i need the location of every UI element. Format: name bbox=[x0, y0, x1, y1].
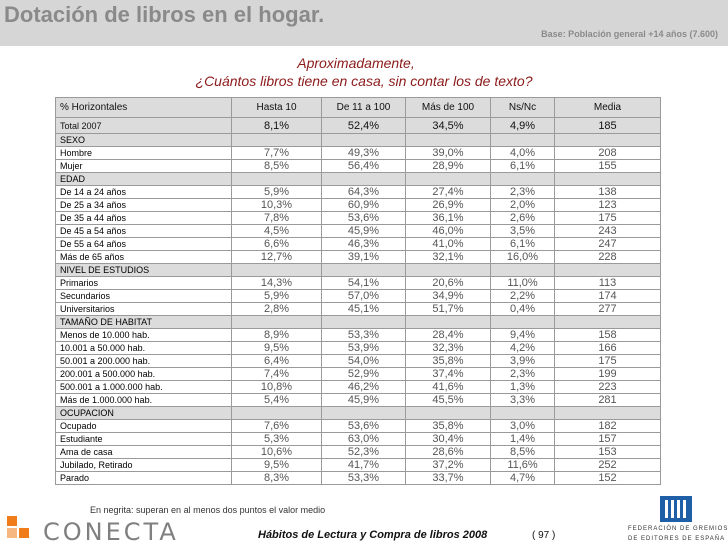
cell-value: 49,3% bbox=[322, 147, 406, 160]
cell-value: 252 bbox=[555, 459, 661, 472]
cell-value: 199 bbox=[555, 368, 661, 381]
table-row bbox=[56, 472, 661, 485]
row-label: Estudiante bbox=[56, 433, 232, 446]
page-title: Dotación de libros en el hogar. bbox=[4, 2, 325, 27]
cell-value: 46,3% bbox=[322, 238, 406, 251]
cell-value: 4,5% bbox=[232, 225, 322, 238]
section-row bbox=[56, 407, 661, 420]
cell-value: 14,3% bbox=[232, 277, 322, 290]
fge-line-1: FEDERACIÓN DE GREMIOS bbox=[628, 526, 728, 532]
cell-value: 1,3% bbox=[491, 381, 555, 394]
empty-cell bbox=[322, 316, 406, 329]
cell-value: 53,9% bbox=[322, 342, 406, 355]
table-row bbox=[56, 355, 661, 368]
cell-value: 28,6% bbox=[406, 446, 491, 459]
empty-cell bbox=[232, 134, 322, 147]
cell-value: 12,7% bbox=[232, 251, 322, 264]
results-table bbox=[55, 97, 661, 485]
cell-value: 52,3% bbox=[322, 446, 406, 459]
cell-value: 8,5% bbox=[232, 160, 322, 173]
cell-value: 45,5% bbox=[406, 394, 491, 407]
table-row bbox=[56, 446, 661, 459]
cell-value: 123 bbox=[555, 199, 661, 212]
empty-cell bbox=[406, 173, 491, 186]
empty-cell bbox=[232, 173, 322, 186]
cell-value: 10,3% bbox=[232, 199, 322, 212]
fge-logo bbox=[628, 496, 728, 546]
cell-value: 2,8% bbox=[232, 303, 322, 316]
empty-cell bbox=[406, 264, 491, 277]
table-row bbox=[56, 160, 661, 173]
cell-value: 175 bbox=[555, 355, 661, 368]
cell-value: 223 bbox=[555, 381, 661, 394]
table-row bbox=[56, 303, 661, 316]
table-row bbox=[56, 147, 661, 160]
cell-value: 0,4% bbox=[491, 303, 555, 316]
question-line-1: Aproximadamente, bbox=[297, 55, 415, 71]
table-row bbox=[56, 225, 661, 238]
row-label: Universitarios bbox=[56, 303, 232, 316]
row-label: 10.001 a 50.000 hab. bbox=[56, 342, 232, 355]
row-label: Menos de 10.000 hab. bbox=[56, 329, 232, 342]
cell-value: 3,5% bbox=[491, 225, 555, 238]
cell-value: 64,3% bbox=[322, 186, 406, 199]
cell-value: 7,4% bbox=[232, 368, 322, 381]
publication-title: Hábitos de Lectura y Compra de libros 2008 bbox=[258, 529, 488, 541]
question-line-2: ¿Cuántos libros tiene en casa, sin contar los de texto? bbox=[195, 73, 533, 89]
cell-value: 45,1% bbox=[322, 303, 406, 316]
row-label: Total 2007 bbox=[56, 118, 232, 134]
row-label: Jubilado, Retirado bbox=[56, 459, 232, 472]
table-row bbox=[56, 420, 661, 433]
cell-value: 155 bbox=[555, 160, 661, 173]
cell-value: 158 bbox=[555, 329, 661, 342]
table-row bbox=[56, 199, 661, 212]
cell-value: 45,9% bbox=[322, 225, 406, 238]
table-row bbox=[56, 186, 661, 199]
cell-value: 5,9% bbox=[232, 186, 322, 199]
cell-value: 11,6% bbox=[491, 459, 555, 472]
cell-value: 53,3% bbox=[322, 329, 406, 342]
cell-value: 34,5% bbox=[406, 118, 491, 134]
cell-value: 20,6% bbox=[406, 277, 491, 290]
cell-value: 27,4% bbox=[406, 186, 491, 199]
row-label: Mujer bbox=[56, 160, 232, 173]
conecta-logo bbox=[5, 512, 195, 546]
cell-value: 10,6% bbox=[232, 446, 322, 459]
row-label: Parado bbox=[56, 472, 232, 485]
table-header-row bbox=[56, 98, 661, 118]
cell-value: 182 bbox=[555, 420, 661, 433]
empty-cell bbox=[491, 407, 555, 420]
empty-cell bbox=[491, 316, 555, 329]
column-header: De 11 a 100 bbox=[322, 98, 406, 118]
cell-value: 52,4% bbox=[322, 118, 406, 134]
table-row bbox=[56, 329, 661, 342]
cell-value: 153 bbox=[555, 446, 661, 459]
cell-value: 1,4% bbox=[491, 433, 555, 446]
table-row bbox=[56, 459, 661, 472]
section-row bbox=[56, 316, 661, 329]
cell-value: 138 bbox=[555, 186, 661, 199]
table-row bbox=[56, 342, 661, 355]
empty-cell bbox=[406, 316, 491, 329]
row-label: Más de 65 años bbox=[56, 251, 232, 264]
table-row bbox=[56, 433, 661, 446]
cell-value: 8,5% bbox=[491, 446, 555, 459]
cell-value: 8,1% bbox=[232, 118, 322, 134]
cell-value: 2,3% bbox=[491, 368, 555, 381]
cell-value: 16,0% bbox=[491, 251, 555, 264]
cell-value: 4,7% bbox=[491, 472, 555, 485]
column-header: Media bbox=[555, 98, 661, 118]
empty-cell bbox=[232, 316, 322, 329]
table-row bbox=[56, 394, 661, 407]
section-title: EDAD bbox=[56, 173, 232, 186]
conecta-logo-text: CONECTA bbox=[43, 518, 179, 546]
cell-value: 60,9% bbox=[322, 199, 406, 212]
cell-value: 3,3% bbox=[491, 394, 555, 407]
cell-value: 277 bbox=[555, 303, 661, 316]
cell-value: 57,0% bbox=[322, 290, 406, 303]
cell-value: 4,9% bbox=[491, 118, 555, 134]
cell-value: 32,3% bbox=[406, 342, 491, 355]
cell-value: 166 bbox=[555, 342, 661, 355]
column-header: Hasta 10 bbox=[232, 98, 322, 118]
row-label: 50.001 a 200.000 hab. bbox=[56, 355, 232, 368]
section-row bbox=[56, 264, 661, 277]
empty-cell bbox=[555, 134, 661, 147]
cell-value: 10,8% bbox=[232, 381, 322, 394]
total-row bbox=[56, 118, 661, 134]
fge-logo-icon bbox=[660, 496, 692, 522]
cell-value: 35,8% bbox=[406, 355, 491, 368]
table-row bbox=[56, 381, 661, 394]
empty-cell bbox=[555, 316, 661, 329]
cell-value: 39,0% bbox=[406, 147, 491, 160]
empty-cell bbox=[406, 134, 491, 147]
cell-value: 33,7% bbox=[406, 472, 491, 485]
cell-value: 63,0% bbox=[322, 433, 406, 446]
cell-value: 56,4% bbox=[322, 160, 406, 173]
row-label: De 55 a 64 años bbox=[56, 238, 232, 251]
column-header: Ns/Nc bbox=[491, 98, 555, 118]
cell-value: 6,1% bbox=[491, 160, 555, 173]
row-label: De 35 a 44 años bbox=[56, 212, 232, 225]
table-row bbox=[56, 238, 661, 251]
cell-value: 35,8% bbox=[406, 420, 491, 433]
empty-cell bbox=[232, 407, 322, 420]
cell-value: 39,1% bbox=[322, 251, 406, 264]
empty-cell bbox=[491, 173, 555, 186]
cell-value: 152 bbox=[555, 472, 661, 485]
cell-value: 46,2% bbox=[322, 381, 406, 394]
cell-value: 53,6% bbox=[322, 420, 406, 433]
cell-value: 175 bbox=[555, 212, 661, 225]
fge-line-2: DE EDITORES DE ESPAÑA bbox=[628, 536, 726, 542]
empty-cell bbox=[322, 173, 406, 186]
cell-value: 54,0% bbox=[322, 355, 406, 368]
section-title: TAMAÑO DE HABITAT bbox=[56, 316, 232, 329]
cell-value: 26,9% bbox=[406, 199, 491, 212]
row-label: De 45 a 54 años bbox=[56, 225, 232, 238]
section-row bbox=[56, 173, 661, 186]
cell-value: 30,4% bbox=[406, 433, 491, 446]
cell-value: 6,6% bbox=[232, 238, 322, 251]
cell-value: 2,0% bbox=[491, 199, 555, 212]
cell-value: 51,7% bbox=[406, 303, 491, 316]
cell-value: 53,3% bbox=[322, 472, 406, 485]
cell-value: 3,9% bbox=[491, 355, 555, 368]
column-header: Más de 100 bbox=[406, 98, 491, 118]
cell-value: 28,9% bbox=[406, 160, 491, 173]
empty-cell bbox=[406, 407, 491, 420]
table-row bbox=[56, 212, 661, 225]
cell-value: 41,7% bbox=[322, 459, 406, 472]
row-label: Ama de casa bbox=[56, 446, 232, 459]
page-number: ( 97 ) bbox=[532, 530, 556, 541]
conecta-logo-icon bbox=[5, 512, 33, 540]
cell-value: 6,4% bbox=[232, 355, 322, 368]
table-row bbox=[56, 290, 661, 303]
cell-value: 54,1% bbox=[322, 277, 406, 290]
cell-value: 11,0% bbox=[491, 277, 555, 290]
cell-value: 5,9% bbox=[232, 290, 322, 303]
base-note: Base: Población general +14 años (7.600) bbox=[541, 29, 718, 39]
cell-value: 9,4% bbox=[491, 329, 555, 342]
results-table-body bbox=[56, 98, 661, 485]
cell-value: 45,9% bbox=[322, 394, 406, 407]
footnote: En negrita: superan en al menos dos puntos el valor medio bbox=[90, 505, 326, 515]
cell-value: 281 bbox=[555, 394, 661, 407]
cell-value: 37,4% bbox=[406, 368, 491, 381]
cell-value: 2,2% bbox=[491, 290, 555, 303]
cell-value: 7,6% bbox=[232, 420, 322, 433]
cell-value: 4,0% bbox=[491, 147, 555, 160]
table-row bbox=[56, 277, 661, 290]
row-label: Secundarios bbox=[56, 290, 232, 303]
title-bar bbox=[0, 0, 728, 46]
cell-value: 36,1% bbox=[406, 212, 491, 225]
cell-value: 34,9% bbox=[406, 290, 491, 303]
cell-value: 46,0% bbox=[406, 225, 491, 238]
cell-value: 52,9% bbox=[322, 368, 406, 381]
cell-value: 2,3% bbox=[491, 186, 555, 199]
empty-cell bbox=[555, 264, 661, 277]
section-title: NIVEL DE ESTUDIOS bbox=[56, 264, 232, 277]
cell-value: 7,7% bbox=[232, 147, 322, 160]
cell-value: 228 bbox=[555, 251, 661, 264]
cell-value: 243 bbox=[555, 225, 661, 238]
cell-value: 3,0% bbox=[491, 420, 555, 433]
cell-value: 8,3% bbox=[232, 472, 322, 485]
cell-value: 5,4% bbox=[232, 394, 322, 407]
row-label: Ocupado bbox=[56, 420, 232, 433]
section-title: SEXO bbox=[56, 134, 232, 147]
cell-value: 6,1% bbox=[491, 238, 555, 251]
cell-value: 2,6% bbox=[491, 212, 555, 225]
empty-cell bbox=[322, 264, 406, 277]
cell-value: 113 bbox=[555, 277, 661, 290]
cell-value: 28,4% bbox=[406, 329, 491, 342]
cell-value: 5,3% bbox=[232, 433, 322, 446]
cell-value: 185 bbox=[555, 118, 661, 134]
cell-value: 4,2% bbox=[491, 342, 555, 355]
row-label: Hombre bbox=[56, 147, 232, 160]
row-label: De 14 a 24 años bbox=[56, 186, 232, 199]
cell-value: 41,0% bbox=[406, 238, 491, 251]
cell-value: 41,6% bbox=[406, 381, 491, 394]
cell-value: 32,1% bbox=[406, 251, 491, 264]
empty-cell bbox=[491, 264, 555, 277]
cell-value: 174 bbox=[555, 290, 661, 303]
row-label: Primarios bbox=[56, 277, 232, 290]
cell-value: 7,8% bbox=[232, 212, 322, 225]
cell-value: 9,5% bbox=[232, 342, 322, 355]
row-label: 500.001 a 1.000.000 hab. bbox=[56, 381, 232, 394]
cell-value: 53,6% bbox=[322, 212, 406, 225]
cell-value: 8,9% bbox=[232, 329, 322, 342]
cell-value: 9,5% bbox=[232, 459, 322, 472]
section-row bbox=[56, 134, 661, 147]
table-row bbox=[56, 368, 661, 381]
cell-value: 157 bbox=[555, 433, 661, 446]
empty-cell bbox=[322, 407, 406, 420]
column-header: % Horizontales bbox=[56, 98, 232, 118]
table-row bbox=[56, 251, 661, 264]
empty-cell bbox=[491, 134, 555, 147]
row-label: De 25 a 34 años bbox=[56, 199, 232, 212]
row-label: Más de 1.000.000 hab. bbox=[56, 394, 232, 407]
cell-value: 37,2% bbox=[406, 459, 491, 472]
cell-value: 247 bbox=[555, 238, 661, 251]
empty-cell bbox=[232, 264, 322, 277]
cell-value: 208 bbox=[555, 147, 661, 160]
empty-cell bbox=[555, 173, 661, 186]
empty-cell bbox=[322, 134, 406, 147]
row-label: 200.001 a 500.000 hab. bbox=[56, 368, 232, 381]
empty-cell bbox=[555, 407, 661, 420]
section-title: OCUPACION bbox=[56, 407, 232, 420]
